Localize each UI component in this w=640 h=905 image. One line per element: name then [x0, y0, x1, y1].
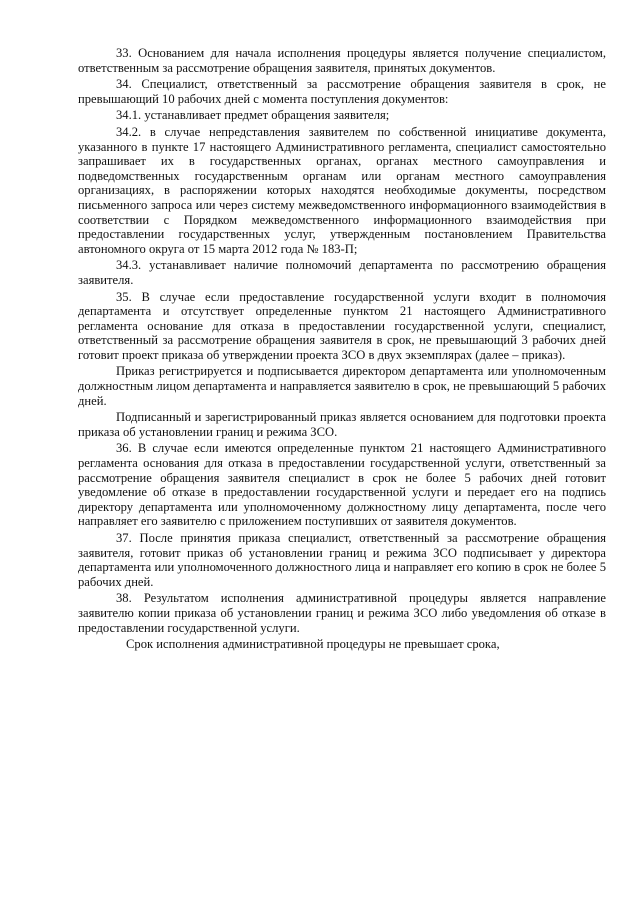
paragraph-36: 36. В случае если имеются определенные пунктом 21 настоящего Административного регламента основания для отказа в предоставлении государственной услуги, ответственный за рассмотрение обращения заявителя специалист в срок не более 5 рабочих дней готовит уведомление об отказе в предоставлении государственной услуги и передает его на подпись директору департамента или уполномоченному должностному лицу департамента, после чего направляет его заявителю с приложением поступивших от заявителя документов. [78, 441, 606, 529]
paragraph-34-3: 34.3. устанавливает наличие полномочий департамента по рассмотрению обращения заявителя. [78, 258, 606, 287]
paragraph-34-1: 34.1. устанавливает предмет обращения заявителя; [116, 108, 390, 123]
paragraph-38: 38. Результатом исполнения административной процедуры является направление заявителю копии приказа об установлении границ и режима ЗСО либо уведомления об отказе в предоставлении государственной услуги. [78, 591, 606, 635]
paragraph-35: 35. В случае если предоставление государственной услуги входит в полномочия департамента и отсутствует определенные пунктом 21 настоящего Административного регламента основание для отказа в предоставлении государственной услуги, специалист, ответственный за рассмотрение обращения заявителя в срок, не превышающий 3 рабочих дней готовит проект приказа об утверждении проекта ЗСО в двух экземплярах (далее – приказ). [78, 289, 606, 362]
paragraph-33: 33. Основанием для начала исполнения процедуры является получение специалистом, ответственным за рассмотрение обращения заявителя, принятых документов. [78, 46, 606, 75]
paragraph-37: 37. После принятия приказа специалист, ответственный за рассмотрение обращения заявителя, готовит приказ об установлении границ и режима ЗСО подписывает у директора департамента или уполномоченного должностного лица и направляет его копию в срок не более 5 рабочих дней. [78, 531, 606, 589]
document-page [78, 46, 606, 654]
paragraph-deadline: Срок исполнения административной процедуры не превышает срока, [126, 637, 500, 652]
paragraph-34-2: 34.2. в случае непредставления заявителем по собственной инициативе документа, указанного в пункте 17 настоящего Административного регламента, специалист самостоятельно запрашивает их в государственных органах, органах местного самоуправления и подведомственных государственным органам или органам местного самоуправления организациях, в распоряжении которых находятся необходимые документы, посредством письменного запроса или через систему межведомственного информационного взаимодействия в соответствии с Порядком межведомственного информационного взаимодействия при предоставлении государственных услуг, утвержденным постановлением Правительства автономного округа от 15 марта 2012 года № 183-П; [78, 124, 606, 256]
paragraph-order-registration: Приказ регистрируется и подписывается директором департамента или уполномоченным должностным лицом департамента и направляется заявителю в срок, не превышающий 5 рабочих дней. [78, 364, 606, 408]
paragraph-34: 34. Специалист, ответственный за рассмотрение обращения заявителя в срок, не превышающий 10 рабочих дней с момента поступления документов: [78, 77, 606, 106]
paragraph-signed-order: Подписанный и зарегистрированный приказ является основанием для подготовки проекта приказа об установлении границ и режима ЗСО. [78, 410, 606, 439]
